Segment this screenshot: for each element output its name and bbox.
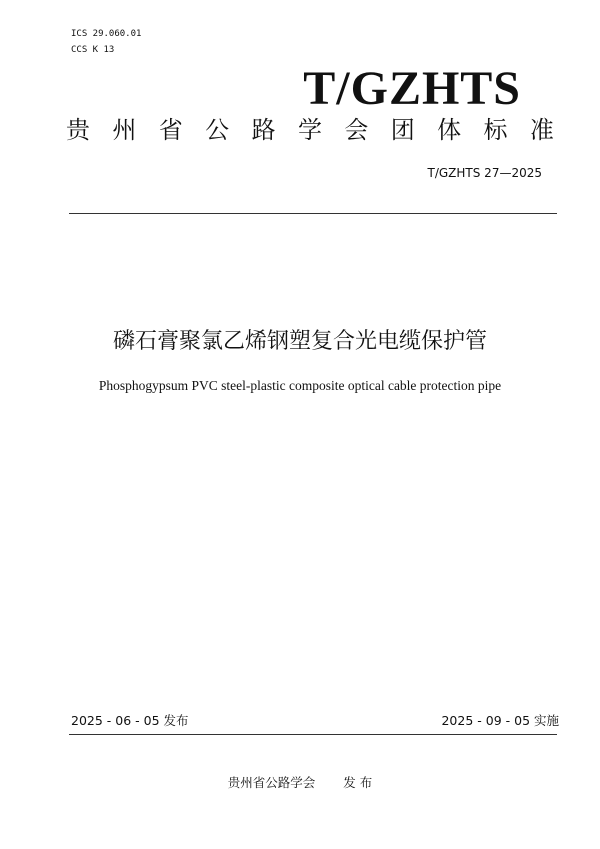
organization-char: 标	[483, 116, 508, 144]
standard-number: T/GZHTS 27—2025	[427, 166, 542, 180]
ics-code: ICS 29.060.01	[71, 29, 142, 39]
implementation-date: 2025 - 09 - 05 实施	[441, 713, 559, 728]
standard-logo: T/GZHTS	[303, 62, 521, 115]
organization-char: 省	[158, 116, 183, 144]
organization-char: 贵	[66, 116, 90, 144]
organization-char: 团	[390, 116, 415, 144]
publisher-name: 贵州省公路学会	[227, 775, 316, 790]
organization-title	[66, 115, 554, 145]
publish-action: 发 布	[343, 775, 373, 790]
organization-char: 学	[297, 116, 322, 144]
organization-char: 准	[529, 116, 554, 144]
document-title-chinese: 磷石膏聚氯乙烯钢塑复合光电缆保护管	[112, 329, 487, 354]
organization-char: 公	[205, 116, 230, 144]
organization-char: 会	[344, 116, 369, 144]
issue-date: 2025 - 06 - 05 发布	[71, 713, 189, 728]
header-divider	[69, 213, 557, 214]
ccs-code: CCS K 13	[71, 45, 115, 55]
publisher-line	[0, 775, 600, 791]
document-title-english: Phosphogypsum PVC steel-plastic composite optical cable protection pipe	[98, 378, 502, 393]
organization-char: 体	[437, 116, 462, 144]
organization-char: 路	[251, 116, 276, 144]
organization-char: 州	[112, 116, 137, 144]
footer-divider	[69, 734, 557, 735]
